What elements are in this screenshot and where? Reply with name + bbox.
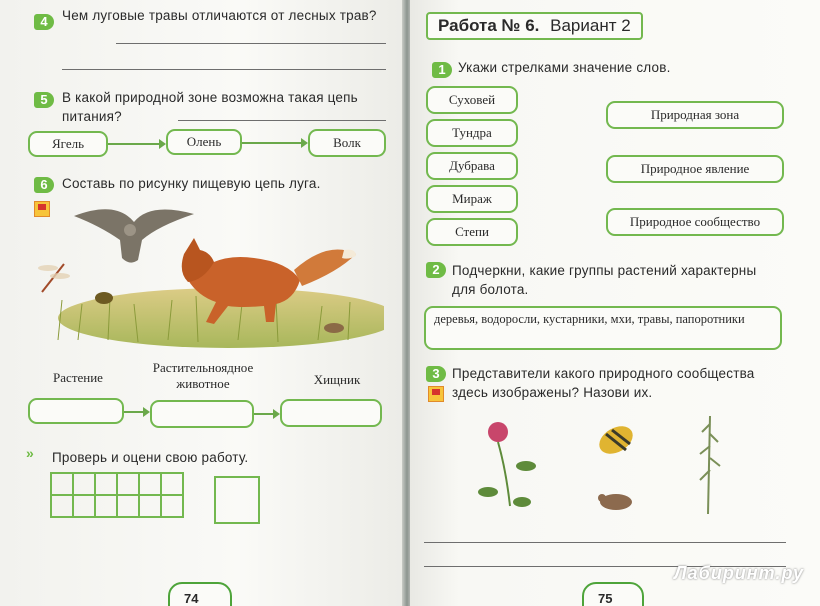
plant-groups-box[interactable]: деревья, водоросли, кустарники, мхи, травы, папоротники bbox=[424, 306, 782, 350]
question-2-number: 2 bbox=[426, 262, 446, 278]
answer-line[interactable] bbox=[178, 120, 386, 121]
meadow-illustration bbox=[38, 200, 384, 352]
answer-box-herbivore[interactable] bbox=[150, 400, 254, 428]
word-box-1[interactable]: Суховей bbox=[426, 86, 518, 114]
page-number-badge bbox=[168, 582, 232, 606]
answer-box-plant[interactable] bbox=[28, 398, 124, 424]
mouse-icon bbox=[598, 494, 632, 510]
left-page bbox=[0, 0, 404, 606]
answer-line[interactable] bbox=[62, 69, 386, 70]
answer-line[interactable] bbox=[116, 43, 386, 44]
question-6-number: 6 bbox=[34, 177, 54, 193]
question-3-number: 3 bbox=[426, 366, 446, 382]
task-flag-icon bbox=[428, 386, 444, 402]
question-5-number: 5 bbox=[34, 92, 54, 108]
word-box-3[interactable]: Дубрава bbox=[426, 152, 518, 180]
meaning-box-1[interactable]: Природная зона bbox=[606, 101, 784, 129]
question-5-text: В какой природной зоне возможна такая цепь питания? bbox=[62, 90, 358, 124]
clover-icon bbox=[478, 422, 536, 507]
question-4-number: 4 bbox=[34, 14, 54, 30]
bee-icon bbox=[594, 421, 637, 460]
owl-icon bbox=[74, 209, 194, 262]
chain-arrow bbox=[242, 142, 306, 144]
question-1-number: 1 bbox=[432, 62, 452, 78]
word-box-5[interactable]: Степи bbox=[426, 218, 518, 246]
work-variant: Вариант 2 bbox=[550, 16, 631, 35]
label-predator: Хищник bbox=[313, 372, 361, 387]
chain-arrow bbox=[108, 143, 164, 145]
work-title bbox=[426, 12, 643, 40]
meaning-box-2[interactable]: Природное явление bbox=[606, 155, 784, 183]
word-box-2[interactable]: Тундра bbox=[426, 119, 518, 147]
word-box-4[interactable]: Мираж bbox=[426, 185, 518, 213]
question-1-text: Укажи стрелками значение слов. bbox=[458, 60, 671, 75]
chain-arrow bbox=[254, 413, 278, 415]
page-number-badge bbox=[582, 582, 644, 606]
chain-box-2: Олень bbox=[166, 129, 242, 155]
answer-line[interactable] bbox=[424, 542, 786, 543]
chain-arrow bbox=[124, 411, 148, 413]
chain-box-1: Ягель bbox=[28, 131, 108, 157]
check-text: Проверь и оцени свою работу. bbox=[52, 450, 249, 465]
right-page bbox=[410, 0, 820, 606]
label-plant: Растение bbox=[53, 370, 103, 385]
mouse-icon bbox=[324, 323, 344, 333]
question-2-text: Подчеркни, какие группы растений характерны для болота. bbox=[452, 263, 757, 297]
score-grid[interactable] bbox=[50, 472, 184, 518]
grade-box[interactable] bbox=[214, 476, 260, 524]
question-3-text: Представители какого природного сообщества здесь изображены? Назови их. bbox=[452, 366, 755, 400]
question-4-text: Чем луговые травы отличаются от лесных трав? bbox=[62, 8, 377, 23]
labirint-watermark: Лабиринт.ру bbox=[674, 563, 804, 583]
question-6-text: Составь по рисунку пищевую цепь луга. bbox=[62, 176, 321, 191]
answer-box-predator[interactable] bbox=[280, 399, 382, 427]
page-number: 75 bbox=[598, 591, 613, 606]
grass-stalk-icon bbox=[700, 416, 720, 514]
work-number: Работа № 6. bbox=[438, 16, 540, 35]
page-number: 74 bbox=[184, 591, 199, 606]
meaning-box-3[interactable]: Природное сообщество bbox=[606, 208, 784, 236]
label-herbivore: Растительноядное животное bbox=[152, 360, 254, 391]
chain-box-3: Волк bbox=[308, 129, 386, 157]
community-illustration bbox=[470, 410, 770, 520]
bee-icon bbox=[95, 292, 113, 304]
check-icon: » bbox=[26, 445, 34, 461]
dragonfly-icon bbox=[38, 264, 70, 292]
